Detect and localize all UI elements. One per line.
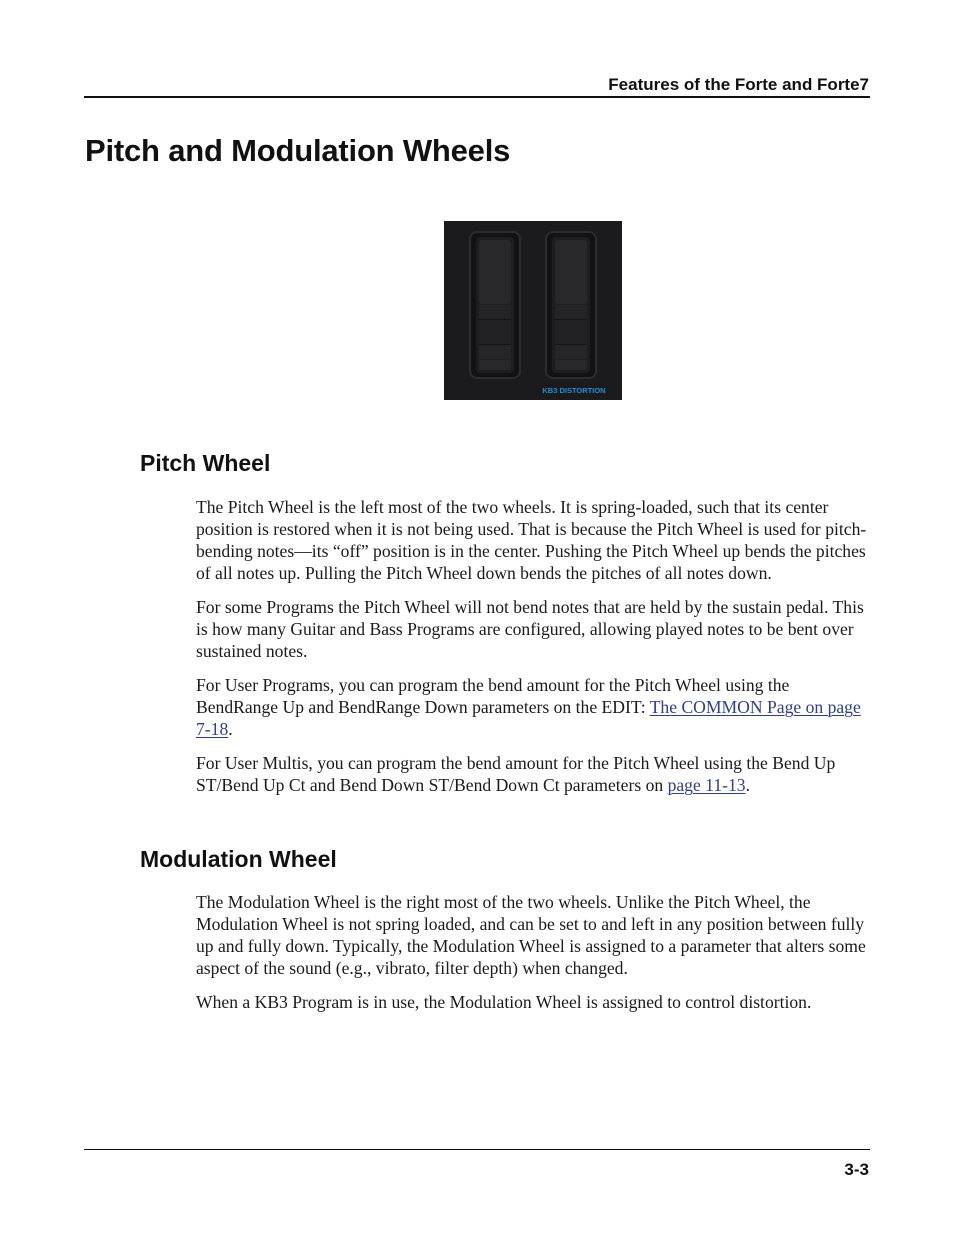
- header-rule: [84, 96, 870, 98]
- modulation-wheel-body: [196, 891, 868, 1025]
- wheels-figure: [444, 221, 622, 400]
- paragraph: When a KB3 Program is in use, the Modulation Wheel is assigned to control distortion.: [196, 992, 812, 1012]
- page-11-13-link[interactable]: page 11-13: [667, 775, 746, 795]
- paragraph: The Modulation Wheel is the right most of the two wheels. Unlike the Pitch Wheel, the Modulation Wheel is not spring loaded, and can be set to and left in any position between fully up and fully down. Typically, the Modulation Wheel is assigned to a parameter that alters some aspect of the sound (e.g., vibrato, filter depth) when changed.: [196, 892, 866, 978]
- paragraph: [196, 674, 868, 740]
- paragraph-end: .: [745, 775, 750, 795]
- pitch-mod-wheels-image: [444, 221, 622, 400]
- paragraph: The Pitch Wheel is the left most of the two wheels. It is spring-loaded, such that its center position is restored when it is not being used. That is because the Pitch Wheel is used for pitch-bending notes—its “off” position is in the center. Pushing the Pitch Wheel up bends the pitches of all notes up. Pulling the Pitch Wheel down bends the pitches of all notes down.: [196, 497, 867, 583]
- paragraph-text: For User Multis, you can program the bend amount for the Pitch Wheel using the Bend Up ST/Bend Up Ct and Bend Down ST/Bend Down Ct parameters on: [196, 753, 836, 795]
- pitch-wheel-body: [196, 496, 868, 808]
- running-header: Features of the Forte and Forte7: [608, 75, 869, 94]
- paragraph: For some Programs the Pitch Wheel will not bend notes that are held by the sustain pedal. This is how many Guitar and Bass Programs are configured, allowing played notes to be bent over sustained notes.: [196, 597, 864, 661]
- kb3-distortion-label: KB3 DISTORTION: [542, 386, 606, 395]
- common-page-link[interactable]: The COMMON Page on page 7-18: [196, 697, 861, 739]
- section-heading-pitch-wheel: Pitch Wheel: [140, 450, 271, 476]
- paragraph: [196, 752, 868, 796]
- paragraph-text: For User Programs, you can program the bend amount for the Pitch Wheel using the BendRange Up and BendRange Down parameters on the EDIT:: [196, 675, 790, 717]
- footer-rule: [84, 1149, 870, 1150]
- section-heading-modulation-wheel: Modulation Wheel: [140, 846, 337, 872]
- pitch-wheel-icon: [470, 232, 520, 378]
- page-title: Pitch and Modulation Wheels: [85, 133, 511, 168]
- modulation-wheel-icon: [546, 232, 596, 378]
- page-number: 3-3: [844, 1160, 869, 1179]
- paragraph-end: .: [228, 719, 233, 739]
